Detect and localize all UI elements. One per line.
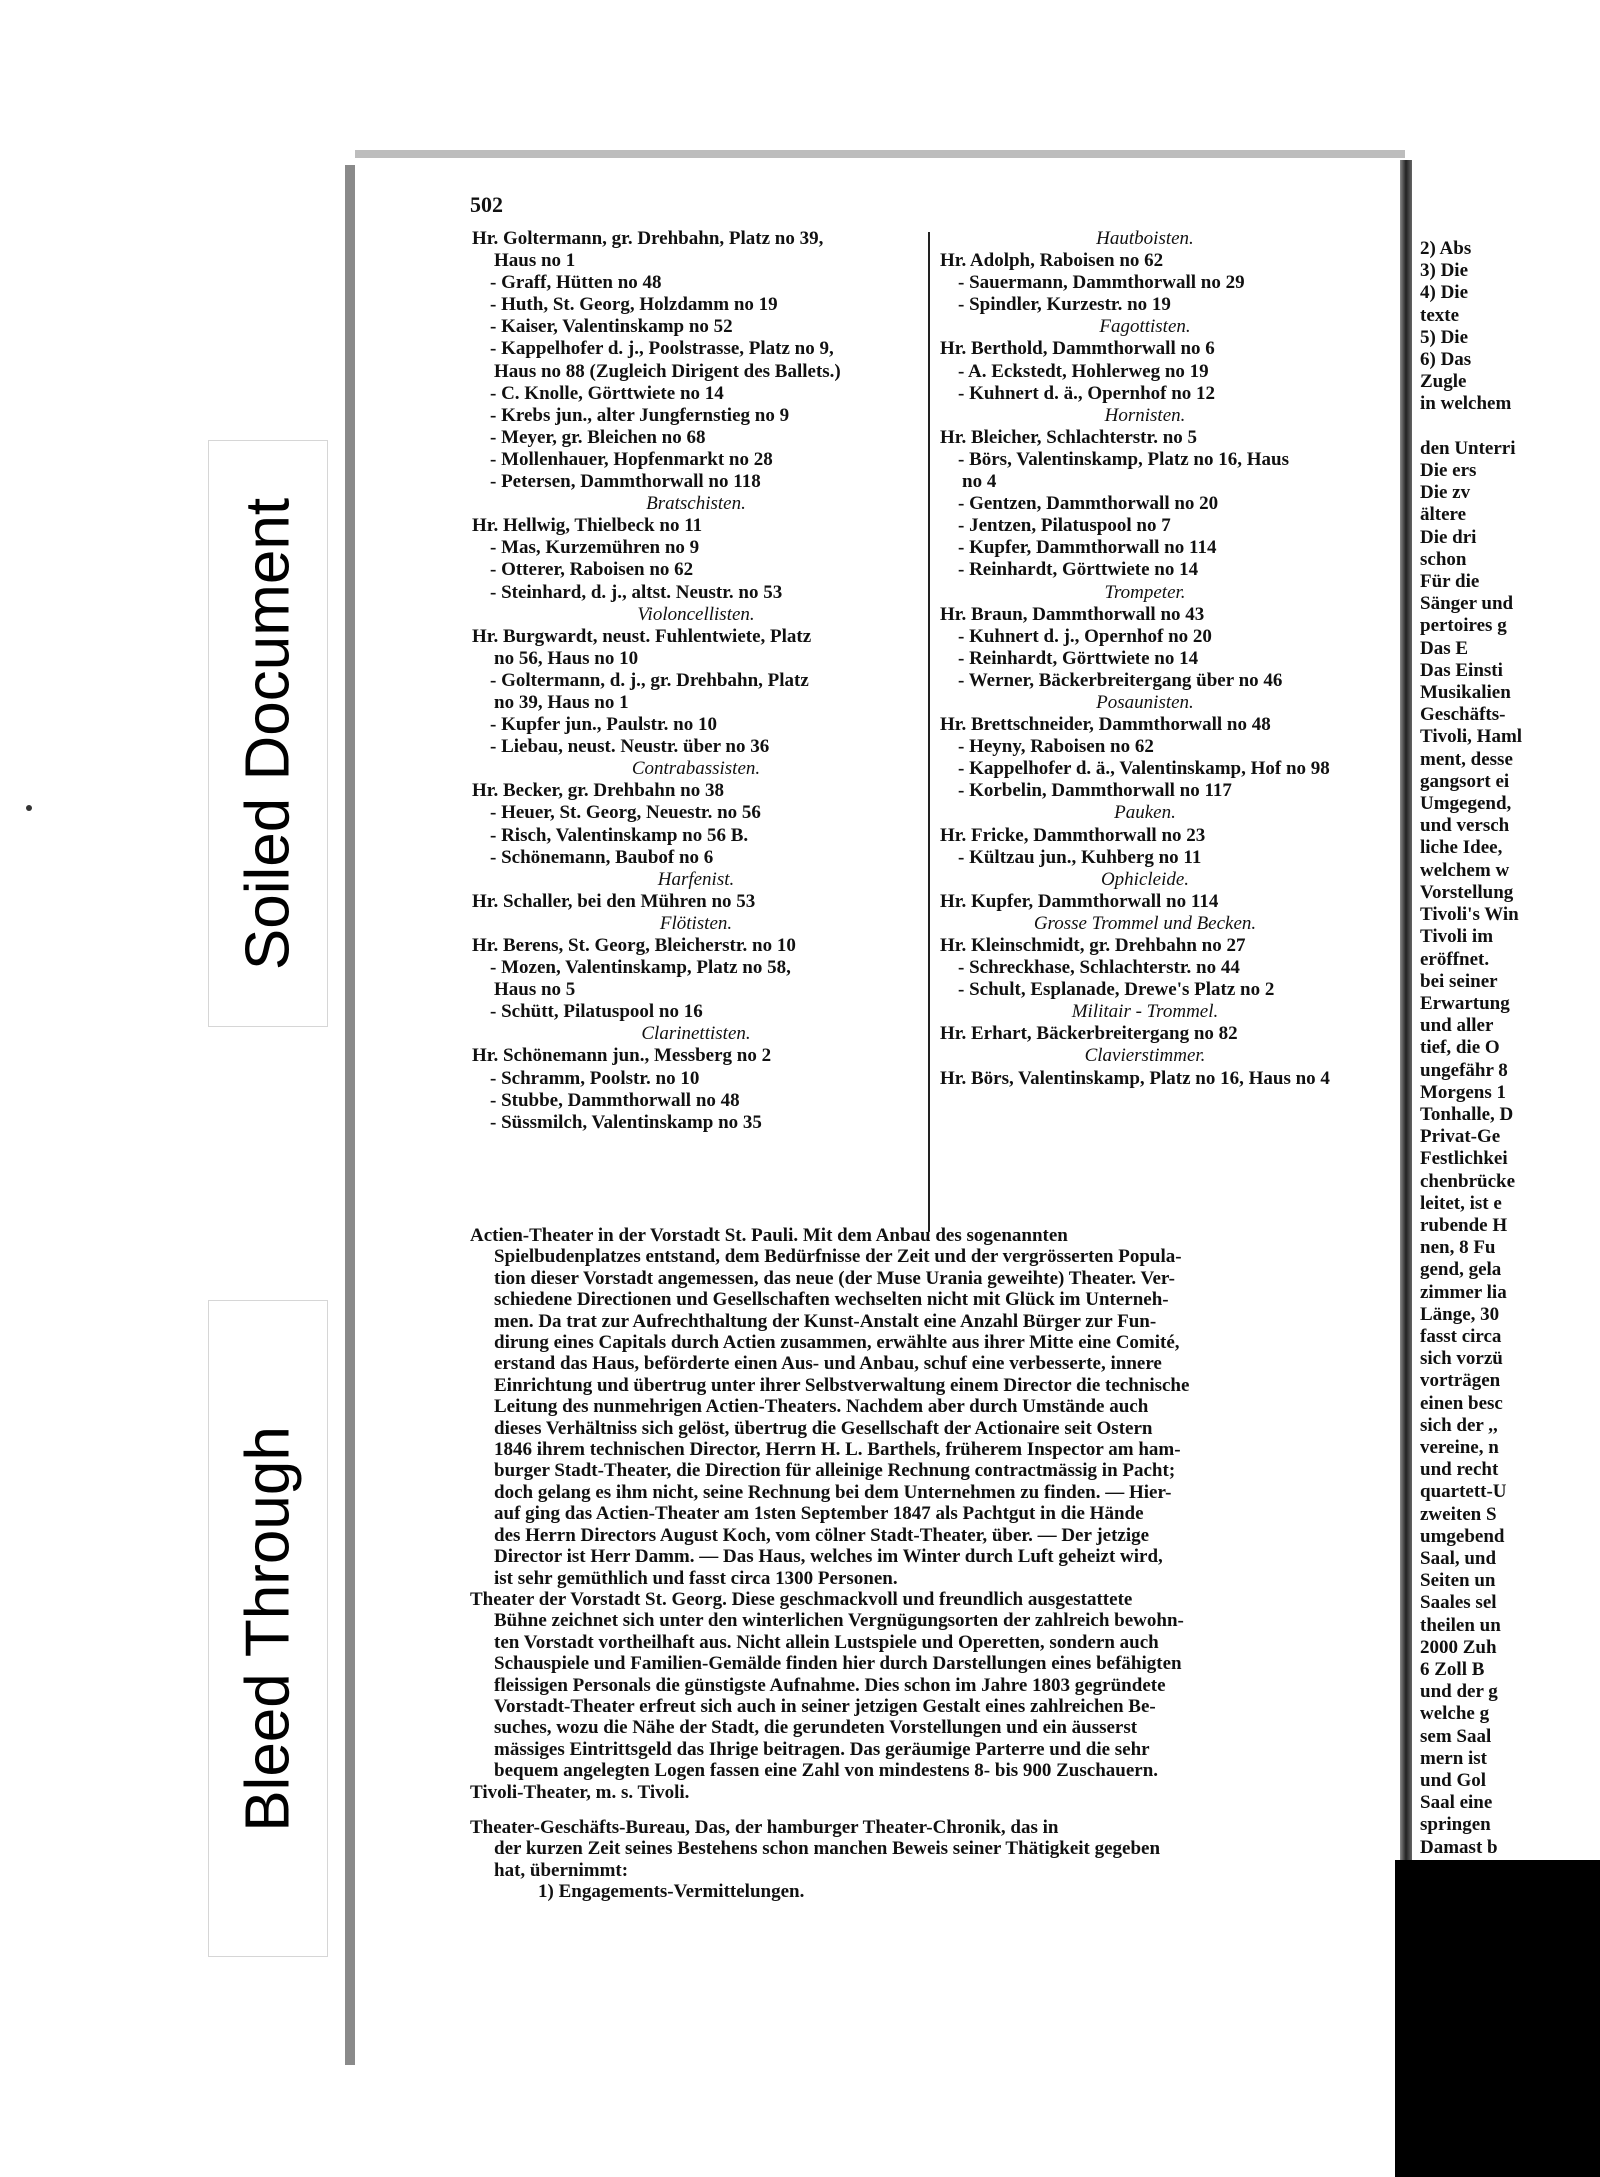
entry-line: - Heyny, Raboisen no 62 xyxy=(958,736,1154,758)
facing-page-line: Seiten un xyxy=(1420,1570,1496,1592)
entry-line: Hr. Berens, St. Georg, Bleicherstr. no 10 xyxy=(472,935,796,956)
facing-page-line: 5) Die xyxy=(1420,326,1469,348)
facing-page-line: theilen un xyxy=(1420,1614,1501,1636)
entry-line: - Börs, Valentinskamp, Platz no 16, Haus xyxy=(958,448,1289,470)
section-heading: Harfenist. xyxy=(657,868,735,890)
entry-line: - Reinhardt, Görttwiete no 14 xyxy=(958,559,1199,581)
facing-page-line: den Unterri xyxy=(1420,437,1516,459)
scan-edge-left xyxy=(345,165,355,2065)
entry-line: Hr. Kupfer, Dammthorwall no 114 xyxy=(940,890,1219,912)
facing-page-line: umgebend xyxy=(1420,1525,1505,1547)
entry-line: - Kültzau jun., Kuhberg no 11 xyxy=(958,846,1202,868)
paragraph-line: Spielbudenplatzes entstand, dem Bedürfnisse der Zeit und der vergrösserten Popula- xyxy=(494,1246,1182,1268)
facing-page-line: 4) Die xyxy=(1420,282,1469,304)
section-heading: Ophicleide. xyxy=(1100,868,1190,890)
facing-page-line: vorträgen xyxy=(1420,1370,1501,1392)
facing-page-line: Geschäfts- xyxy=(1420,704,1506,726)
paragraph-line: mässiges Eintrittsgeld das Ihrige beitragen. Das geräumige Parterre und die sehr xyxy=(494,1738,1150,1760)
facing-page-line: welche g xyxy=(1420,1703,1490,1725)
facing-page-line: fasst circa xyxy=(1420,1325,1502,1347)
entry-line: - Liebau, neust. Neustr. über no 36 xyxy=(490,736,770,758)
entry-line: Hr. Goltermann, gr. Drehbahn, Platz no 39, xyxy=(472,228,824,249)
paragraph-line: 1) Engagements-Vermittelungen. xyxy=(538,1881,805,1903)
facing-page-line: 6) Das xyxy=(1420,349,1472,371)
section-heading: Hautboisten. xyxy=(1096,228,1194,249)
entry-line: Hr. Bleicher, Schlachterstr. no 5 xyxy=(940,426,1198,448)
facing-page-line: Länge, 30 xyxy=(1420,1303,1500,1325)
facing-page-line: Privat-Ge xyxy=(1420,1126,1501,1148)
entry-line: - Gentzen, Dammthorwall no 20 xyxy=(958,493,1219,515)
facing-page-line: bei seiner xyxy=(1420,970,1498,992)
facing-page-line: pertoires g xyxy=(1420,615,1507,637)
section-heading: Militair - Trommel. xyxy=(1071,1001,1219,1023)
entry-line: Hr. Börs, Valentinskamp, Platz no 16, Haus no 4 xyxy=(940,1067,1330,1089)
entry-line: no 4 xyxy=(962,471,997,493)
facing-page-line: springen xyxy=(1420,1814,1491,1836)
facing-page-line: und Gol xyxy=(1420,1770,1487,1792)
facing-page-line: Für die xyxy=(1420,571,1480,593)
entry-line: - Petersen, Dammthorwall no 118 xyxy=(490,471,761,493)
section-heading: Hornisten. xyxy=(1104,404,1186,426)
paragraph-line: auf ging das Actien-Theater am 1sten September 1847 als Pachtgut in die Hände xyxy=(494,1503,1144,1525)
facing-page-line: 2000 Zuh xyxy=(1420,1636,1497,1658)
paragraph-line: Tivoli-Theater, m. s. Tivoli. xyxy=(470,1781,690,1803)
entry-line: - Schult, Esplanade, Drewe's Platz no 2 xyxy=(958,979,1275,1001)
entry-line: Haus no 1 xyxy=(494,250,576,272)
paragraph-line: ist sehr gemüthlich und fasst circa 1300 Personen. xyxy=(494,1567,898,1589)
paragraph-line: burger Stadt-Theater, die Direction für alleinige Rechnung contractmässig in Pacht; xyxy=(494,1460,1176,1482)
entry-line: - Meyer, gr. Bleichen no 68 xyxy=(490,426,706,448)
paragraph-line: Vorstadt-Theater erfreut sich auch in seiner jetzigen Gestalt eines zahlreichen Be- xyxy=(494,1695,1156,1717)
facing-page-line: eröffnet. xyxy=(1420,948,1490,970)
column-rule xyxy=(928,232,930,1232)
entry-line: - Steinhard, d. j., altst. Neustr. no 53 xyxy=(490,581,783,603)
paragraph-line: dirung eines Capitals durch Actien zusammen, erwählte aus ihrer Mitte eine Comité, xyxy=(494,1332,1180,1354)
facing-page-line: Die zv xyxy=(1420,482,1471,504)
paragraph-line xyxy=(470,1803,1350,1817)
paragraph-line: ten Vorstadt vortheilhaft aus. Nicht allein Lustspiele und Operetten, sondern auch xyxy=(494,1631,1159,1653)
facing-page-line: Zugle xyxy=(1420,371,1467,393)
section-heading: Posaunisten. xyxy=(1096,691,1194,713)
bleed-through-tag xyxy=(208,1300,328,1957)
facing-page-line: Saales sel xyxy=(1420,1592,1497,1614)
entry-line: Haus no 88 (Zugleich Dirigent des Ballets.) xyxy=(494,360,841,382)
facing-page-line: leitet, ist e xyxy=(1420,1192,1502,1214)
entry-line: - Schreckhase, Schlachterstr. no 44 xyxy=(958,957,1240,979)
entry-line: - Kupfer, Dammthorwall no 114 xyxy=(958,537,1217,559)
page-number: 502 xyxy=(470,192,503,217)
facing-page-line: Saal eine xyxy=(1420,1792,1493,1814)
entry-line: Hr. Burgwardt, neust. Fuhlentwiete, Platz xyxy=(472,625,812,647)
entry-line: Hr. Schönemann jun., Messberg no 2 xyxy=(472,1045,772,1067)
facing-page-line: Damast b xyxy=(1420,1836,1498,1858)
facing-page-line: sich vorzü xyxy=(1420,1348,1503,1370)
entry-line: Hr. Becker, gr. Drehbahn no 38 xyxy=(472,780,724,802)
section-heading: Bratschisten. xyxy=(646,493,746,515)
section-heading: Trompeter. xyxy=(1104,581,1186,603)
facing-page-line: Tivoli, Haml xyxy=(1420,726,1523,748)
entry-line: Haus no 5 xyxy=(494,979,576,1001)
paragraph-line: bequem angelegten Logen fassen eine Zahl von mindestens 8- bis 900 Zuschauern. xyxy=(494,1760,1159,1782)
paragraph-line: Theater der Vorstadt St. Georg. Diese geschmackvoll und freundlich ausgestattete xyxy=(470,1588,1133,1610)
entry-line: Hr. Braun, Dammthorwall no 43 xyxy=(940,603,1205,625)
paragraph-line: erstand das Haus, beförderte einen Aus- und Anbau, schuf eine verbesserte, innere xyxy=(494,1353,1162,1375)
facing-page-line: gangsort ei xyxy=(1420,770,1510,792)
entry-line: Hr. Brettschneider, Dammthorwall no 48 xyxy=(940,714,1271,736)
facing-page-line: sem Saal xyxy=(1420,1725,1492,1747)
facing-page-line: und der g xyxy=(1420,1681,1498,1703)
facing-page-line: chenbrücke xyxy=(1420,1170,1515,1192)
facing-page-line: Festlichkei xyxy=(1420,1148,1508,1170)
entry-line: - Goltermann, d. j., gr. Drehbahn, Platz xyxy=(490,669,809,691)
entry-line: - Graff, Hütten no 48 xyxy=(490,272,662,294)
entry-line: Hr. Kleinschmidt, gr. Drehbahn no 27 xyxy=(940,935,1246,956)
paragraph-line: dieses Verhältniss sich gelöst, übertrug die Gesellschaft der Actionaire seit Ostern xyxy=(494,1417,1153,1439)
facing-page-line: Die dri xyxy=(1420,526,1477,548)
entry-line: - Huth, St. Georg, Holzdamm no 19 xyxy=(490,294,778,316)
paragraph-line: schiedene Directionen und Gesellschaften wechselten nicht mit Glück im Unterneh- xyxy=(494,1289,1169,1311)
right-column xyxy=(940,228,1350,1090)
facing-page-line: 6 Zoll B xyxy=(1420,1659,1485,1680)
facing-page-line: liche Idee, xyxy=(1420,837,1503,859)
entry-line: - Kappelhofer d. ä., Valentinskamp, Hof no 98 xyxy=(958,758,1330,780)
paragraph-line: Schauspiele und Familien-Gemälde finden hier durch Darstellungen eines befähigten xyxy=(494,1653,1182,1675)
paragraph-line: hat, übernimmt: xyxy=(494,1859,629,1881)
facing-page-line: schon xyxy=(1420,548,1467,570)
entry-line: - Risch, Valentinskamp no 56 B. xyxy=(490,824,749,846)
facing-page-line: und aller xyxy=(1420,1015,1494,1037)
section-heading: Grosse Trommel und Becken. xyxy=(1033,912,1257,934)
paragraph-line: Einrichtung und übertrug unter ihrer Selbstverwaltung einem Director die technische xyxy=(494,1374,1190,1396)
book-page xyxy=(362,170,1397,2050)
facing-page-line: gend, gela xyxy=(1420,1259,1502,1281)
entry-line: - Sauermann, Dammthorwall no 29 xyxy=(958,272,1245,294)
entry-line: - Kuhnert d. ä., Opernhof no 12 xyxy=(958,382,1216,404)
facing-page-line xyxy=(1420,416,1522,438)
facing-page-line: zweiten S xyxy=(1420,1503,1497,1525)
section-heading: Contrabassisten. xyxy=(631,758,761,780)
binding-shadow xyxy=(1395,1860,1600,2177)
facing-page-line: in welchem xyxy=(1420,393,1512,415)
entry-line: no 39, Haus no 1 xyxy=(494,691,629,713)
facing-page-line: Tivoli's Win xyxy=(1420,904,1519,926)
entry-line: - Korbelin, Dammthorwall no 117 xyxy=(958,780,1232,802)
facing-page-line: einen besc xyxy=(1420,1392,1503,1414)
paragraph-line: 1846 ihrem technischen Director, Herrn H. L. Barthels, früherem Inspector am ham- xyxy=(494,1439,1181,1461)
entry-line: Hr. Hellwig, Thielbeck no 11 xyxy=(472,515,703,537)
entry-line: - Kaiser, Valentinskamp no 52 xyxy=(490,316,733,338)
entry-line: Hr. Schaller, bei den Mühren no 53 xyxy=(472,890,756,912)
paragraph-line: suches, wozu die Nähe der Stadt, die gerundeten Vorstellungen und ein äusserst xyxy=(494,1717,1138,1739)
entry-line: - Schönemann, Baubof no 6 xyxy=(490,846,714,868)
soiled-document-label: Soiled Document xyxy=(233,497,303,970)
facing-page-text xyxy=(1420,238,1522,1859)
facing-page-line: Musikalien xyxy=(1420,682,1511,704)
entry-line: Hr. Fricke, Dammthorwall no 23 xyxy=(940,824,1206,846)
facing-page-line: Tivoli im xyxy=(1420,926,1494,948)
section-heading: Flötisten. xyxy=(659,912,733,934)
soiled-document-tag xyxy=(208,440,328,1027)
facing-page-line: ältere xyxy=(1420,504,1467,526)
entry-line: no 56, Haus no 10 xyxy=(494,647,639,669)
left-column xyxy=(472,228,920,1134)
book-gutter xyxy=(1400,160,1412,2060)
entry-line: - Kuhnert d. j., Opernhof no 20 xyxy=(958,625,1212,647)
facing-page-line: Das Einsti xyxy=(1420,659,1503,681)
facing-page-line: Sänger und xyxy=(1420,593,1514,615)
facing-page-line: texte xyxy=(1420,304,1460,326)
entry-line: - Mas, Kurzemühren no 9 xyxy=(490,537,700,559)
paragraph-line: fleissigen Personals die günstigste Aufnahme. Dies schon im Jahre 1803 gegründete xyxy=(494,1674,1166,1696)
section-heading: Clavierstimmer. xyxy=(1084,1045,1206,1067)
entry-line: - A. Eckstedt, Hohlerweg no 19 xyxy=(958,360,1209,382)
facing-page-line: tief, die O xyxy=(1420,1037,1500,1059)
bleed-through-label: Bleed Through xyxy=(233,1425,303,1832)
facing-page-line: quartett-U xyxy=(1420,1481,1507,1503)
entry-line: - Kappelhofer d. j., Poolstrasse, Platz no 9, xyxy=(490,338,834,360)
facing-page-line: Saal, und xyxy=(1420,1547,1497,1569)
entry-line: - C. Knolle, Görttwiete no 14 xyxy=(490,382,724,404)
paragraph-line: tion dieser Vorstadt angemessen, das neue (der Muse Urania geweihte) Theater. Ver- xyxy=(494,1267,1175,1289)
scan-edge-top xyxy=(355,150,1405,158)
facing-page-line: zimmer lia xyxy=(1420,1281,1507,1303)
entry-line: - Schramm, Poolstr. no 10 xyxy=(490,1067,700,1089)
entry-line: - Otterer, Raboisen no 62 xyxy=(490,559,694,581)
section-heading: Clarinettisten. xyxy=(641,1023,751,1045)
paragraph-line: der kurzen Zeit seines Bestehens schon manchen Beweis seiner Thätigkeit gegeben xyxy=(494,1838,1161,1860)
paragraph-line: men. Da trat zur Aufrechthaltung der Kunst-Anstalt eine Anzahl Bürger zur Fun- xyxy=(494,1310,1157,1332)
entry-line: - Stubbe, Dammthorwall no 48 xyxy=(490,1089,740,1111)
paragraph-line: doch gelang es ihm nicht, seine Rechnung bei dem Unternehmen zu finden. — Hier- xyxy=(494,1481,1172,1503)
entry-line: - Mollenhauer, Hopfenmarkt no 28 xyxy=(490,448,773,470)
facing-page-line: 2) Abs xyxy=(1420,238,1472,259)
facing-page-line: vereine, n xyxy=(1420,1436,1499,1458)
entry-line: - Krebs jun., alter Jungfernstieg no 9 xyxy=(490,404,790,426)
paragraph-line: Actien-Theater in der Vorstadt St. Pauli. Mit dem Anbau des sogenannten xyxy=(470,1225,1068,1246)
entry-line: - Kupfer jun., Paulstr. no 10 xyxy=(490,714,717,736)
facing-page-line: Umgegend, xyxy=(1420,793,1512,815)
section-heading: Fagottisten. xyxy=(1099,316,1191,338)
facing-page-line: ment, desse xyxy=(1420,748,1513,770)
paragraph-line: Leitung des nunmehrigen Actien-Theaters. Nachdem aber durch Umstände auch xyxy=(494,1396,1149,1418)
entry-line: - Jentzen, Pilatuspool no 7 xyxy=(958,515,1171,537)
section-heading: Pauken. xyxy=(1114,802,1176,824)
facing-page-line: 3) Die xyxy=(1420,260,1469,282)
facing-page-line: Tonhalle, D xyxy=(1420,1103,1514,1125)
facing-page-line: nen, 8 Fu xyxy=(1420,1237,1496,1259)
scan-speck xyxy=(26,805,32,811)
entry-line: - Süssmilch, Valentinskamp no 35 xyxy=(490,1111,762,1133)
entry-line: - Spindler, Kurzestr. no 19 xyxy=(958,294,1171,316)
facing-page-line: Erwartung xyxy=(1420,992,1510,1014)
facing-page-line: und versch xyxy=(1420,815,1510,837)
facing-page-line: Morgens 1 xyxy=(1420,1081,1507,1103)
entry-line: - Schütt, Pilatuspool no 16 xyxy=(490,1001,703,1023)
facing-page-line: mern ist xyxy=(1420,1747,1488,1769)
facing-page-line: Das E xyxy=(1420,637,1469,659)
entry-line: Hr. Erhart, Bäckerbreitergang no 82 xyxy=(940,1023,1238,1045)
facing-page-line: Die ers xyxy=(1420,460,1477,482)
entry-line: - Reinhardt, Görttwiete no 14 xyxy=(958,647,1199,669)
paragraph-line: Bühne zeichnet sich unter den winterlichen Vergnügungsorten der zahlreich bewohn- xyxy=(494,1610,1184,1632)
facing-page-line: welchem w xyxy=(1420,859,1510,881)
entry-line: - Werner, Bäckerbreitergang über no 46 xyxy=(958,669,1283,691)
facing-page-line: ungefähr 8 xyxy=(1420,1059,1508,1081)
section-heading: Violoncellisten. xyxy=(637,603,755,625)
paragraph-line: Theater-Geschäfts-Bureau, Das, der hamburger Theater-Chronik, das in xyxy=(470,1816,1059,1838)
facing-page-line: rubende H xyxy=(1420,1214,1508,1236)
entry-line: - Heuer, St. Georg, Neuestr. no 56 xyxy=(490,802,761,824)
facing-page-line: Vorstellung xyxy=(1420,881,1514,903)
paragraph-line: des Herrn Directors August Koch, vom cölner Stadt-Theater, über. — Der jetzige xyxy=(494,1524,1150,1546)
facing-page-line: sich der ,, xyxy=(1420,1414,1498,1436)
entry-line: - Mozen, Valentinskamp, Platz no 58, xyxy=(490,957,791,979)
facing-page xyxy=(1412,170,1600,1860)
entry-line: Hr. Adolph, Raboisen no 62 xyxy=(940,250,1164,272)
facing-page-line: und recht xyxy=(1420,1459,1499,1481)
full-width-text xyxy=(470,1225,1350,1903)
paragraph-line: Director ist Herr Damm. — Das Haus, welches im Winter durch Luft geheizt wird, xyxy=(494,1546,1163,1568)
entry-line: Hr. Berthold, Dammthorwall no 6 xyxy=(940,338,1215,360)
